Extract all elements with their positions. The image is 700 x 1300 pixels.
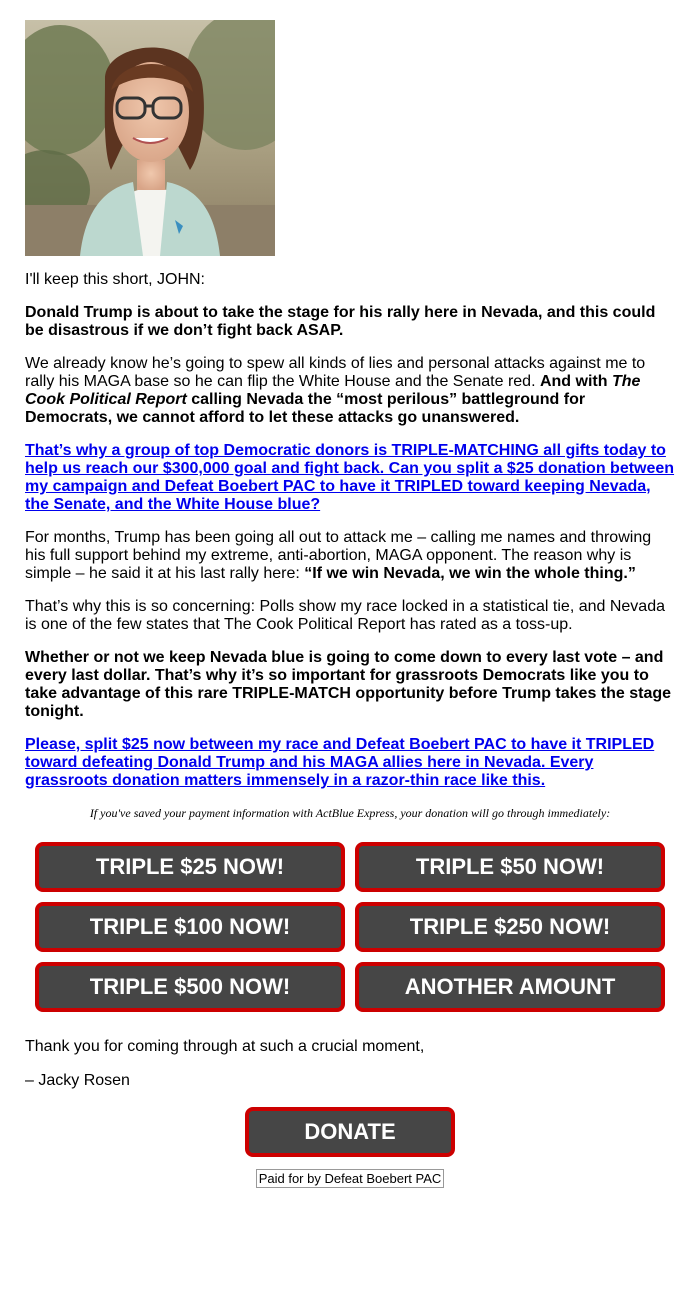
paid-for-disclaimer: Paid for by Defeat Boebert PAC (256, 1169, 445, 1188)
donation-button-grid (35, 842, 665, 1012)
paragraph-trump-attacks (25, 529, 675, 583)
paragraph-attacks (25, 355, 675, 427)
trump-quote: “If we win Nevada, we win the whole thing.” (304, 565, 636, 582)
paragraph-rally: Donald Trump is about to take the stage for his rally here in Nevada, and this could be disastrous if we don’t fight back ASAP. (25, 304, 656, 339)
candidate-photo (25, 20, 275, 256)
paragraph-polls: That’s why this is so concerning: Polls show my race locked in a statistical tie, and Nevada is one of the few states that The Cook Political Report has rated as a toss-up. (25, 598, 665, 633)
disclaimer-wrapper (25, 1169, 675, 1188)
donate-button-wrapper (25, 1107, 675, 1157)
greeting: I'll keep this short, JOHN: (25, 271, 205, 288)
actblue-express-note: If you've saved your payment information with ActBlue Express, your donation will go through immediately: (89, 806, 611, 820)
donate-button[interactable]: DONATE (245, 1107, 455, 1157)
paragraph-link-match (25, 442, 675, 514)
cook-report-title: The Cook Political Report (25, 373, 641, 408)
triple-match-link[interactable]: That’s why a group of top Democratic donors is TRIPLE-MATCHING all gifts today to help us reach our $300,000 goal and fight back. Can you split a $25 donation between my campaign and Defeat Boebert PAC to have it TRIPLED toward keeping Nevada, the Senate, and the White House blue? (25, 442, 675, 513)
another-amount-button[interactable]: ANOTHER AMOUNT (355, 962, 665, 1012)
attacks-bold-lead: And with (539, 373, 612, 390)
attacks-bold-tail: calling Nevada the “most perilous” battleground for Democrats, we cannot afford to let these attacks go unanswered. (25, 391, 586, 426)
trump-attacks-text: For months, Trump has been going all out to attack me – calling me names and throwing his full support behind my extreme, anti-abortion, MAGA opponent. The reason why is simple – he said it at his last rally here: (25, 529, 652, 582)
split-donation-link[interactable]: Please, split $25 now between my race and Defeat Boebert PAC to have it TRIPLED toward defeating Donald Trump and his MAGA allies here in Nevada. Every grassroots donation matters immensely in a razor-thin race like this. (25, 736, 655, 789)
triple-25-button[interactable]: TRIPLE $25 NOW! (35, 842, 345, 892)
signature: – Jacky Rosen (25, 1072, 130, 1089)
triple-500-button[interactable]: TRIPLE $500 NOW! (35, 962, 345, 1012)
thanks-text: Thank you for coming through at such a crucial moment, (25, 1038, 425, 1055)
triple-250-button[interactable]: TRIPLE $250 NOW! (355, 902, 665, 952)
triple-50-button[interactable]: TRIPLE $50 NOW! (355, 842, 665, 892)
email-body (25, 20, 675, 1188)
paragraph-every-vote: Whether or not we keep Nevada blue is going to come down to every last vote – and every last dollar. That’s why it’s so important for grassroots Democrats like you to take advantage of this rare TRIPLE-MATCH opportunity before Trump takes the stage tonight. (25, 649, 672, 720)
attacks-text: We already know he’s going to spew all kinds of lies and personal attacks against me to rally his MAGA base so he can flip the White House and the Senate red. (25, 355, 646, 390)
triple-100-button[interactable]: TRIPLE $100 NOW! (35, 902, 345, 952)
paragraph-link-split (25, 736, 675, 790)
